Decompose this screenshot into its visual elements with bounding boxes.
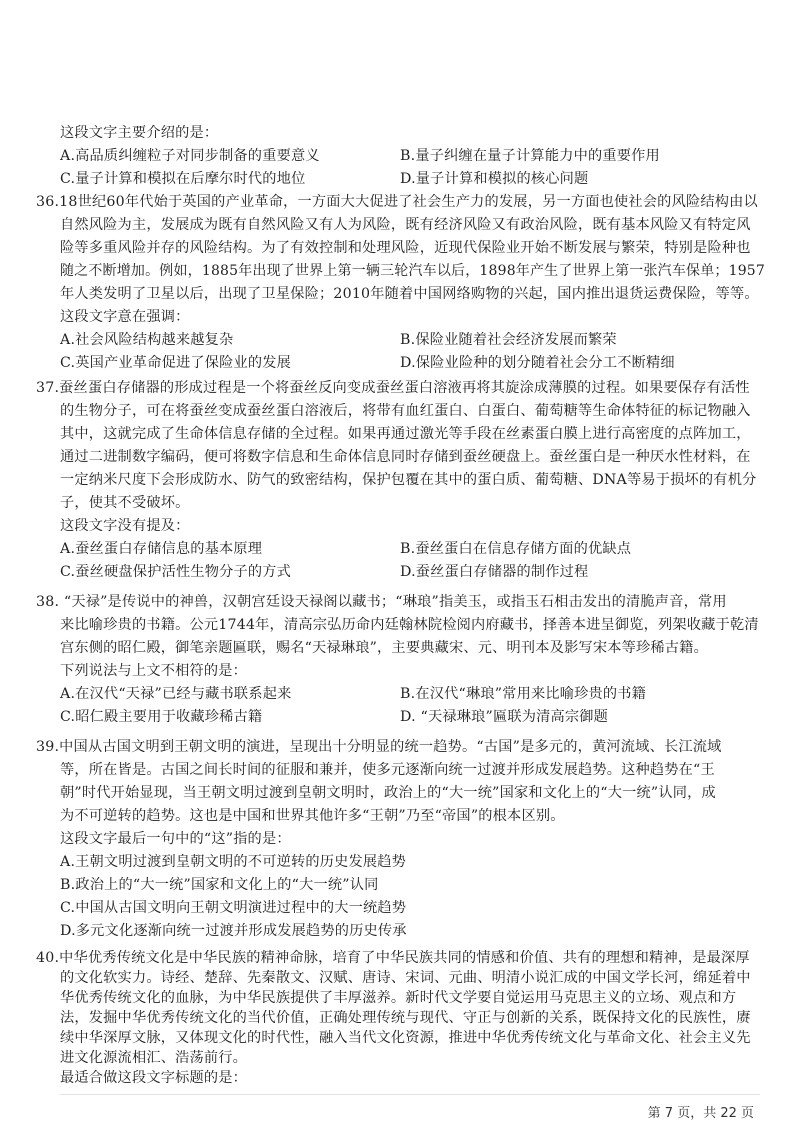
q35-option-a: A.高品质纠缠粒子对同步制备的重要意义 [60,148,320,164]
page-number: 第 7 页，共 22 页 [647,1106,754,1121]
q37-line-3: 其中，这就完成了生命体信息存储的全过程。如果再通过激光等手段在丝素蛋白膜上进行高密度的点阵加工， [60,426,751,442]
q39-option-b: B.政治上的“大一统”国家和文化上的“大一统”认同 [60,877,379,893]
q36-stem: 这段文字意在强调： [60,309,190,325]
q36-line-2: 自然风险为主，发展成为既有自然风险又有人为风险，既有经济风险又有政治风险，既有基本风险又有特定风 [60,217,751,233]
q36-line-4: 随之不断增加。例如，1885年出现了世界上第一辆三轮汽车以后，1898年产生了世界上第一张汽车保单；1957 [60,263,765,279]
q37-line-4: 通过二进制数字编码，便可将数字信息和生命体信息同时存储到蚕丝硬盘上。蚕丝蛋白是一种厌水性材料，在 [60,449,751,465]
q38-option-c: C.昭仁殿主要用于收藏珍稀古籍 [60,709,263,725]
q36-line-3: 险等多重风险并存的风险结构。为了有效控制和处理风险，近现代保险业开始不断发展与繁荣，特别是险种也 [60,240,751,256]
q36-option-b: B.保险业随着社会经济发展而繁荣 [400,332,617,348]
q39-option-c: C.中国从古国文明向王朝文明演进过程中的大一统趋势 [60,900,407,916]
q36-option-a: A.社会风险结构越来越复杂 [60,332,234,348]
q38-stem: 下列说法与上文不相符的是： [60,663,248,679]
q36-option-d: D.保险业险种的划分随着社会分工不断精细 [400,355,675,371]
q38-line-1: 38. “天禄”是传说中的神兽，汉朝宫廷设天禄阁以藏书；“琳琅”指美玉，或指玉石相击发出的清脆声音，常用 [36,594,727,610]
q40-line-6: 进文化源流相汇、浩荡前行。 [60,1050,248,1066]
q39-line-2: 等，所在皆是。古国之间长时间的征服和兼并，使多元逐渐向统一过渡并形成发展趋势。这种趋势在“王 [60,762,715,778]
q35-option-c: C.量子计算和模拟在后摩尔时代的地位 [60,171,306,187]
q35-stem: 这段文字主要介绍的是： [60,125,219,141]
q37-line-2: 的生物分子，可在将蚕丝变成蚕丝蛋白溶液后，将带有血红蛋白、白蛋白、葡萄糖等生命体特征的标记物融入 [60,403,751,419]
q37-stem: 这段文字没有提及： [60,518,190,534]
q35-option-b: B.量子纠缠在量子计算能力中的重要作用 [400,148,660,164]
q40-line-2: 的文化软实力。诗经、楚辞、先秦散文、汉赋、唐诗、宋词、元曲、明清小说汇成的中国文学长河，绵延着中 [60,970,751,986]
q37-option-b: B.蚕丝蛋白在信息存储方面的优缺点 [400,541,632,557]
q40-line-3: 华优秀传统文化的血脉，为中华民族提供了丰厚滋养。新时代文学要自觉运用马克思主义的立场、观点和方 [60,990,737,1006]
q38-option-b: B.在汉代“琳琅”常用来比喻珍贵的书籍 [400,686,647,702]
q38-line-3: 宫东侧的昭仁殿，御笔亲题匾联，赐名“天禄琳琅”，主要典藏宋、元、明刊本及影写宋本等珍稀古籍。 [60,640,708,656]
q38-option-a: A.在汉代“天禄”已经与藏书联系起来 [60,686,292,702]
q35-option-d: D.量子计算和模拟的核心问题 [400,171,589,187]
q39-line-3: 朝”时代开始显现，当王朝文明过渡到皇朝文明时，政治上的“大一统”国家和文化上的“大一统”认同，成 [60,785,716,801]
q40-line-4: 法，发掘中华优秀传统文化的当代价值，正确处理传统与现代、守正与创新的关系，既保持文化的民族性，赓 [60,1010,751,1026]
q37-option-a: A.蚕丝蛋白存储信息的基本原理 [60,541,263,557]
q39-line-4: 为不可逆转的趋势。这也是中国和世界其他许多“王朝”乃至“帝国”的根本区别。 [60,808,565,824]
q39-line-1: 39.中国从古国文明到王朝文明的演进，呈现出十分明显的统一趋势。“古国”是多元的，黄河流域、长江流域 [36,739,722,755]
q40-stem: 最适合做这段文字标题的是： [60,1070,248,1086]
q37-line-6: 子，使其不受破坏。 [60,495,190,511]
q38-option-d: D. “天禄琳琅”匾联为清高宗御题 [400,709,609,725]
q39-stem: 这段文字最后一句中的“这”指的是： [60,831,291,847]
q36-option-c: C.英国产业革命促进了保险业的发展 [60,355,292,371]
q40-line-5: 续中华深厚文脉，又体现文化的时代性，融入当代文化资源，推进中华优秀传统文化与革命文化、社会主义先 [60,1030,751,1046]
footer-divider [60,1094,760,1095]
q37-line-1: 37.蚕丝蛋白存储器的形成过程是一个将蚕丝反向变成蚕丝蛋白溶液再将其旋涂成薄膜的过程。如果要保存有活性 [36,380,750,396]
q40-line-1: 40.中华优秀传统文化是中华民族的精神命脉，培育了中华民族共同的情感和价值、共有的理想和精神，是最深厚 [36,950,750,966]
q38-line-2: 来比喻珍贵的书籍。公元1744年，清高宗弘历命内廷翰林院检阅内府藏书，择善本进呈御览，列架收藏于乾清 [60,617,759,633]
q37-option-c: C.蚕丝硬盘保护活性生物分子的方式 [60,564,292,580]
q37-line-5: 一定纳米尺度下会形成防水、防气的致密结构，保护包覆在其中的蛋白质、葡萄糖、DNA等易于损坏的有机分 [60,472,757,488]
q39-option-d: D.多元文化逐渐向统一过渡并形成发展趋势的历史传承 [60,923,407,939]
q39-option-a: A.王朝文明过渡到皇朝文明的不可逆转的历史发展趋势 [60,854,407,870]
q36-line-5: 年人类发明了卫星以后，出现了卫星保险；2010年随着中国网络购物的兴起，国内推出退货运费保险，等等。 [60,286,759,302]
q37-option-d: D.蚕丝蛋白存储器的制作过程 [400,564,589,580]
q36-line-1: 36.18世纪60年代始于英国的产业革命，一方面大大促进了社会生产力的发展，另一方面也使社会的风险结构由以 [36,194,758,210]
